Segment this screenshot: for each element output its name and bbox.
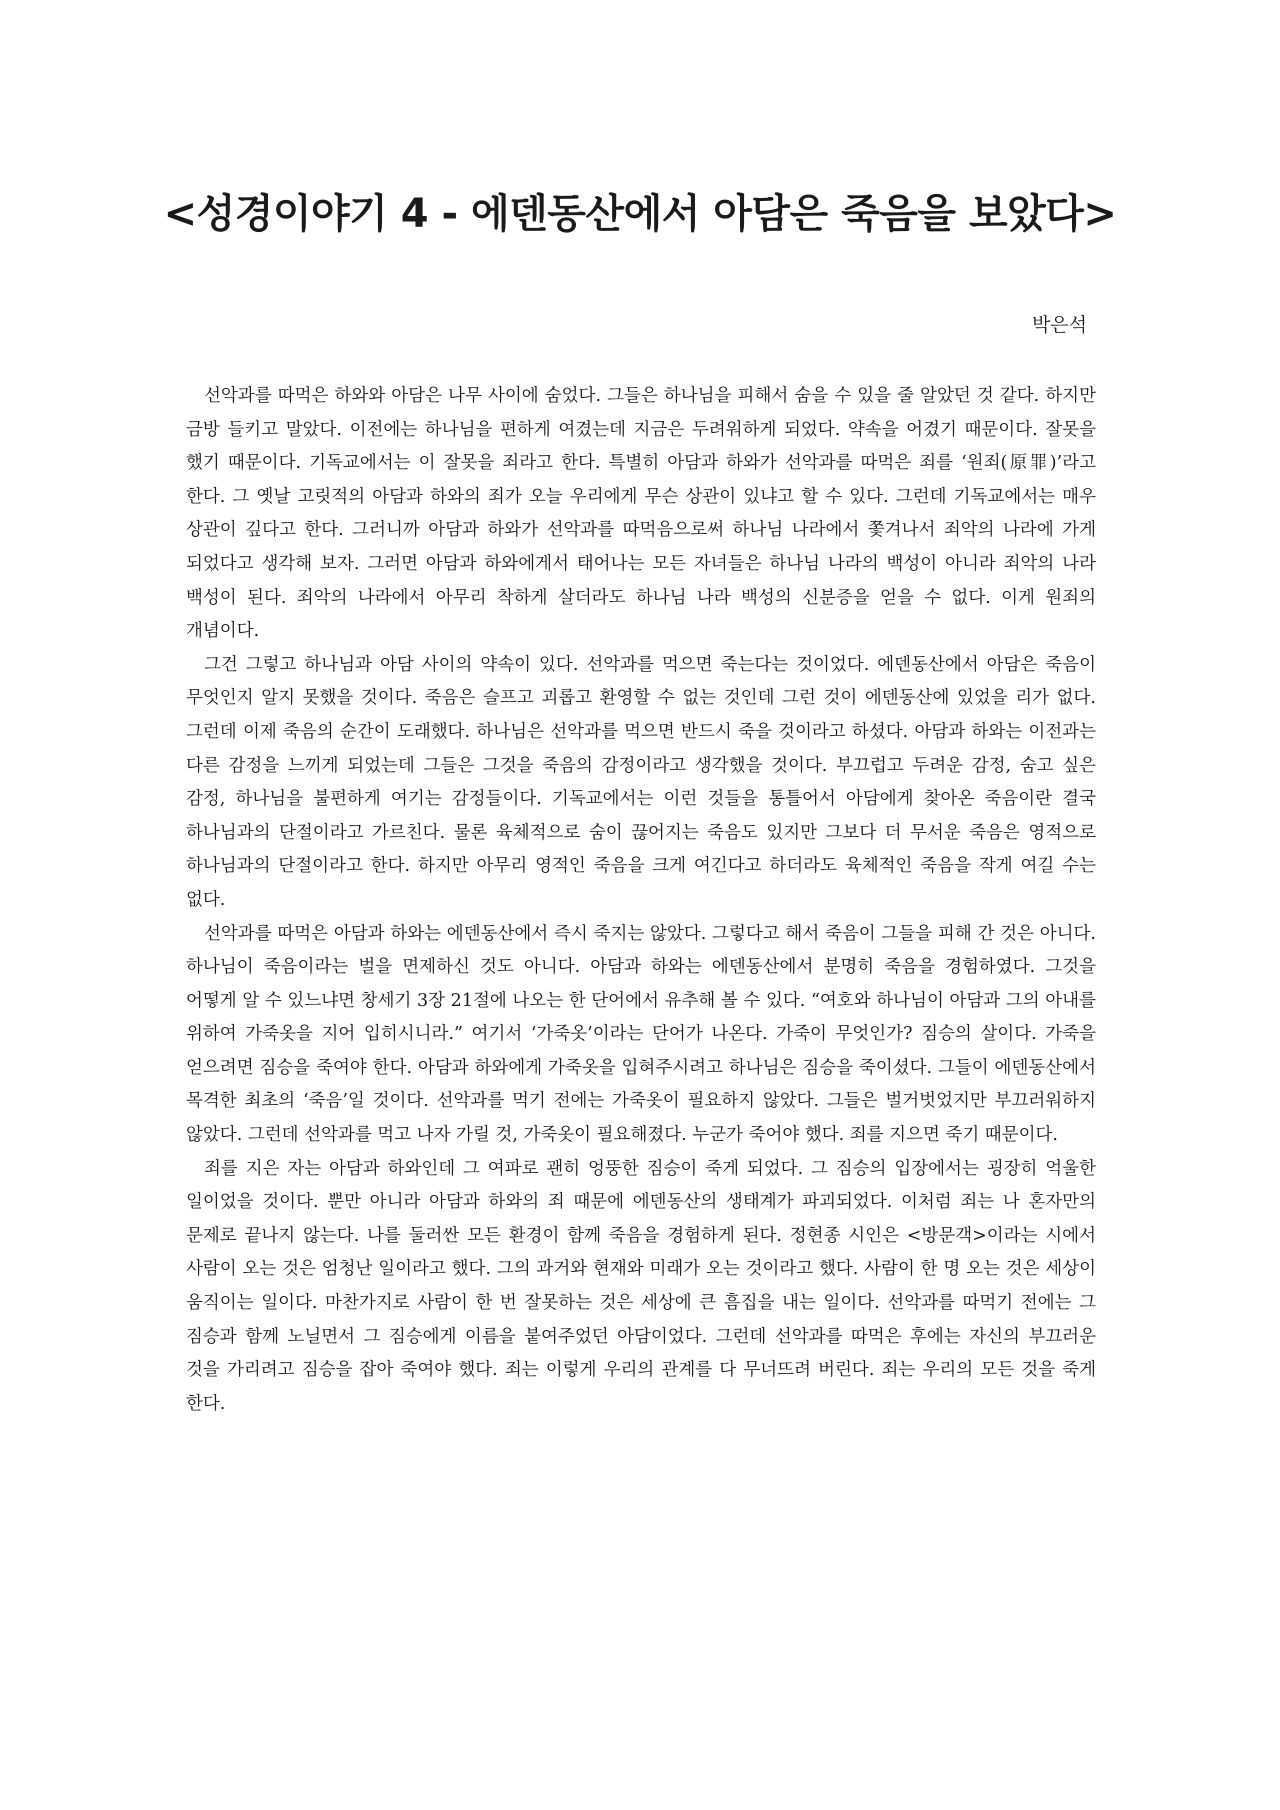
document-title: <성경이야기 4 - 에덴동산에서 아담은 죽음을 보았다> [163,191,1117,237]
body-paragraph: 죄를 지은 자는 아담과 하와인데 그 여파로 괜히 엉뚱한 짐승이 죽게 되었다. 그 짐승의 입장에서는 굉장히 억울한 일이었을 것이다. 뿐만 아니라 아담과 하와의 죄 때문에 에덴동산의 생태계가 파괴되었다. 이처럼 죄는 나 혼자만의 문제로 끝나지 않는다. 나를 둘러싼 모든 환경이 함께 죽음을 경험하게 된다. 정현종 시인은 <방문객>이라는 시에서 사람이 오는 것은 엄청난 일이라고 했다. 그의 과거와 현재와 미래가 오는 것이라고 했다. 사람이 한 명 오는 것은 세상이 움직이는 일이다. 마찬가지로 사람이 한 번 잘못하는 것은 세상에 큰 흠집을 내는 일이다. 선악과를 따먹기 전에는 그 짐승과 함께 노닐면서 그 짐승에게 이름을 붙여주었던 아담이었다. 그런데 선악과를 따먹은 후에는 자신의 부끄러운 것을 가리려고 짐승을 잡아 죽여야 했다. 죄는 이렇게 우리의 관계를 다 무너뜨려 버린다. 죄는 우리의 모든 것을 죽게 한다. [186,1158,1096,1414]
document-body [186,380,1096,1421]
author-name: 박은석 [1031,314,1087,336]
body-paragraph: 선악과를 따먹은 하와와 아담은 나무 사이에 숨었다. 그들은 하나님을 피해서 숨을 수 있을 줄 알았던 것 같다. 하지만 금방 들키고 말았다. 이전에는 하나님을 편하게 여겼는데 지금은 두려워하게 되었다. 약속을 어겼기 때문이다. 잘못을 했기 때문이다. 기독교에서는 이 잘못을 죄라고 한다. 특별히 아담과 하와가 선악과를 따먹은 죄를 ‘원죄(原罪)’라고 한다. 그 옛날 고릿적의 아담과 하와의 죄가 오늘 우리에게 무슨 상관이 있냐고 할 수 있다. 그런데 기독교에서는 매우 상관이 깊다고 한다. 그러니까 아담과 하와가 선악과를 따먹음으로써 하나님 나라에서 쫓겨나서 죄악의 나라에 가게 되었다고 생각해 보자. 그러면 아담과 하와에게서 태어나는 모든 자녀들은 하나님 나라의 백성이 아니라 죄악의 나라 백성이 된다. 죄악의 나라에서 아무리 착하게 살더라도 하나님 나라 백성의 신분증을 얻을 수 없다. 이게 원죄의 개념이다. [186,386,1096,642]
body-paragraph: 선악과를 따먹은 아담과 하와는 에덴동산에서 즉시 죽지는 않았다. 그렇다고 해서 죽음이 그들을 피해 간 것은 아니다. 하나님이 죽음이라는 벌을 면제하신 것도 아니다. 아담과 하와는 에덴동산에서 분명히 죽음을 경험하였다. 그것을 어떻게 알 수 있느냐면 창세기 3장 21절에 나오는 한 단어에서 유추해 볼 수 있다. “여호와 하나님이 아담과 그의 아내를 위하여 가죽옷을 지어 입히시니라.” 여기서 ‘가죽옷’이라는 단어가 나온다. 가죽이 무엇인가? 짐승의 살이다. 가죽을 얻으려면 짐승을 죽여야 한다. 아담과 하와에게 가죽옷을 입혀주시려고 하나님은 짐승을 죽이셨다. 그들이 에덴동산에서 목격한 최초의 ‘죽음’일 것이다. 선악과를 먹기 전에는 가죽옷이 필요하지 않았다. 그들은 벌거벗었지만 부끄러워하지 않았다. 그런데 선악과를 먹고 나자 가릴 것, 가죽옷이 필요해졌다. 누군가 죽어야 했다. 죄를 지으면 죽기 때문이다. [186,923,1096,1146]
body-paragraph: 그건 그렇고 하나님과 아담 사이의 약속이 있다. 선악과를 먹으면 죽는다는 것이었다. 에덴동산에서 아담은 죽음이 무엇인지 알지 못했을 것이다. 죽음은 슬프고 괴롭고 환영할 수 없는 것인데 그런 것이 에덴동산에 있었을 리가 없다. 그런데 이제 죽음의 순간이 도래했다. 하나님은 선악과를 먹으면 반드시 죽을 것이라고 하셨다. 아담과 하와는 이전과는 다른 감정을 느끼게 되었는데 그들은 그것을 죽음의 감정이라고 생각했을 것이다. 부끄럽고 두려운 감정, 숨고 싶은 감정, 하나님을 불편하게 여기는 감정들이다. 기독교에서는 이런 것들을 통틀어서 아담에게 찾아온 죽음이란 결국 하나님과의 단절이라고 가르친다. 물론 육체적으로 숨이 끊어지는 죽음도 있지만 그보다 더 무서운 죽음은 영적으로 하나님과의 단절이라고 한다. 하지만 아무리 영적인 죽음을 크게 여긴다고 하더라도 육체적인 죽음을 작게 여길 수는 없다. [186,654,1096,910]
